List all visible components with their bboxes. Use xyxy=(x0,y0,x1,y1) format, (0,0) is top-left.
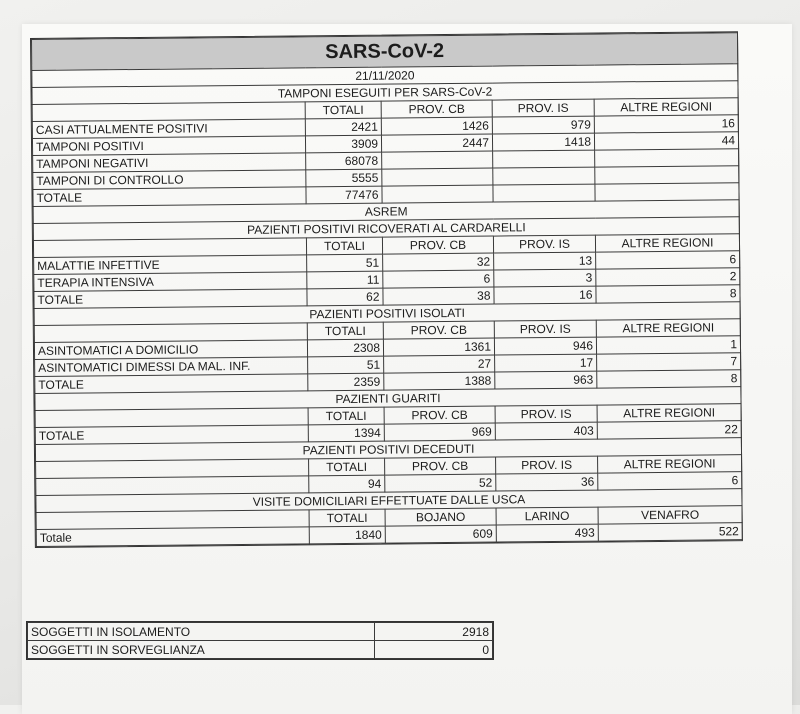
row-label: ASINTOMATICI A DOMICILIO xyxy=(34,340,307,360)
row-value: 22 xyxy=(597,421,741,439)
row-value: 7 xyxy=(597,353,741,371)
column-header: TOTALI xyxy=(306,237,382,255)
row-value: 2308 xyxy=(307,339,383,357)
column-header: PROV. CB xyxy=(385,457,496,475)
row-value: 609 xyxy=(385,525,496,543)
row-value xyxy=(382,151,493,169)
row-label: TAMPONI NEGATIVI xyxy=(33,153,306,173)
column-header: PROV. IS xyxy=(495,405,597,423)
asrem-heading: ASREM xyxy=(33,200,739,224)
row-value xyxy=(595,149,739,167)
usca-heading: VISITE DOMICILIARI EFFETTUATE DALLE USCA xyxy=(36,489,742,513)
row-value: 3909 xyxy=(305,135,381,153)
soggetti-row xyxy=(28,623,493,641)
row-value: 493 xyxy=(496,524,598,542)
row-value: 32 xyxy=(383,253,494,271)
row-value xyxy=(493,167,595,185)
soggetti-value: 2918 xyxy=(374,623,492,641)
row-value: 1426 xyxy=(381,117,492,135)
row-value: 6 xyxy=(598,472,742,490)
row-value: 2 xyxy=(596,268,740,286)
row-value: 6 xyxy=(383,270,494,288)
row-value: 969 xyxy=(384,423,495,441)
soggetti-row xyxy=(28,641,493,659)
column-header: ALTRE REGIONI xyxy=(594,98,738,116)
row-value: 11 xyxy=(307,271,383,289)
row-value: 3 xyxy=(494,269,596,287)
report-title: SARS-CoV-2 xyxy=(32,33,738,71)
column-header: PROV. IS xyxy=(494,320,596,338)
row-value: 68078 xyxy=(306,152,382,170)
isolati-heading: PAZIENTI POSITIVI ISOLATI xyxy=(34,302,740,326)
row-value: 1361 xyxy=(383,338,494,356)
soggetti-label: SOGGETTI IN SORVEGLIANZA xyxy=(28,641,375,659)
row-value: 1388 xyxy=(384,372,495,390)
row-value: 16 xyxy=(594,115,738,133)
row-value: 522 xyxy=(598,523,742,541)
row-label: Totale xyxy=(36,527,309,547)
column-header: TOTALI xyxy=(305,101,381,119)
row-value: 2421 xyxy=(305,118,381,136)
covid-report-table xyxy=(30,31,743,548)
soggetti-value: 0 xyxy=(374,641,492,659)
row-label: ASINTOMATICI DIMESSI DA MAL. INF. xyxy=(35,357,308,377)
row-value: 16 xyxy=(494,286,596,304)
row-label: CASI ATTUALMENTE POSITIVI xyxy=(32,119,305,139)
column-header: TOTALI xyxy=(309,509,385,527)
row-value: 94 xyxy=(309,475,385,493)
row-value: 403 xyxy=(495,422,597,440)
column-header: VENAFRO xyxy=(598,506,742,524)
row-value: 5555 xyxy=(306,169,382,187)
row-value: 979 xyxy=(492,116,594,134)
row-label: MALATTIE INFETTIVE xyxy=(34,255,307,275)
row-value: 6 xyxy=(596,251,740,269)
deceduti-heading: PAZIENTI POSITIVI DECEDUTI xyxy=(35,438,741,462)
row-value xyxy=(493,150,595,168)
column-header: PROV. CB xyxy=(384,406,495,424)
column-header: ALTRE REGIONI xyxy=(595,234,739,252)
row-value: 52 xyxy=(385,474,496,492)
soggetti-table xyxy=(26,621,494,660)
row-label: TOTALE xyxy=(35,374,308,394)
report-date: 21/11/2020 xyxy=(32,64,738,88)
row-value xyxy=(493,184,595,202)
row-value: 27 xyxy=(384,355,495,373)
row-value xyxy=(382,185,493,203)
row-value: 36 xyxy=(496,473,598,491)
row-label: TOTALE xyxy=(35,425,308,445)
row-value: 2447 xyxy=(381,134,492,152)
row-value: 8 xyxy=(596,285,740,303)
row-value: 17 xyxy=(495,354,597,372)
column-header: TOTALI xyxy=(307,322,383,340)
row-value: 2359 xyxy=(308,373,384,391)
column-header: ALTRE REGIONI xyxy=(598,455,742,473)
row-value: 8 xyxy=(597,370,741,388)
column-header: ALTRE REGIONI xyxy=(597,404,741,422)
row-value xyxy=(595,183,739,201)
column-header: PROV. IS xyxy=(493,235,595,253)
row-label: TAMPONI DI CONTROLLO xyxy=(33,170,306,190)
column-header: PROV. CB xyxy=(383,321,494,339)
column-header: BOJANO xyxy=(385,508,496,526)
row-value: 51 xyxy=(307,254,383,272)
row-value: 44 xyxy=(594,132,738,150)
row-value: 1840 xyxy=(309,526,385,544)
tamponi-heading: TAMPONI ESEGUITI PER SARS-CoV-2 xyxy=(32,81,738,105)
row-value: 1 xyxy=(596,336,740,354)
column-header: TOTALI xyxy=(308,407,384,425)
row-value: 1394 xyxy=(308,424,384,442)
row-value xyxy=(382,168,493,186)
row-value xyxy=(595,166,739,184)
row-label: TERAPIA INTENSIVA xyxy=(34,272,307,292)
row-value: 38 xyxy=(383,287,494,305)
ricoverati-heading: PAZIENTI POSITIVI RICOVERATI AL CARDARELLI xyxy=(33,217,739,241)
row-label: TOTALE xyxy=(34,289,307,309)
column-header: TOTALI xyxy=(309,458,385,476)
row-value: 1418 xyxy=(492,133,594,151)
column-header: ALTRE REGIONI xyxy=(596,319,740,337)
column-header: PROV. CB xyxy=(382,236,493,254)
row-label: TAMPONI POSITIVI xyxy=(32,136,305,156)
row-value: 13 xyxy=(494,252,596,270)
row-value: 62 xyxy=(307,288,383,306)
row-label: TOTALE xyxy=(33,187,306,207)
soggetti-label: SOGGETTI IN ISOLAMENTO xyxy=(28,623,375,641)
row-value: 77476 xyxy=(306,186,382,204)
column-header: PROV. CB xyxy=(381,100,492,118)
column-header: LARINO xyxy=(496,507,598,525)
row-value: 51 xyxy=(308,356,384,374)
column-header: PROV. IS xyxy=(492,99,594,117)
row-value: 963 xyxy=(495,371,597,389)
column-header: PROV. IS xyxy=(496,456,598,474)
row-value: 946 xyxy=(494,337,596,355)
guariti-heading: PAZIENTI GUARITI xyxy=(35,387,741,411)
